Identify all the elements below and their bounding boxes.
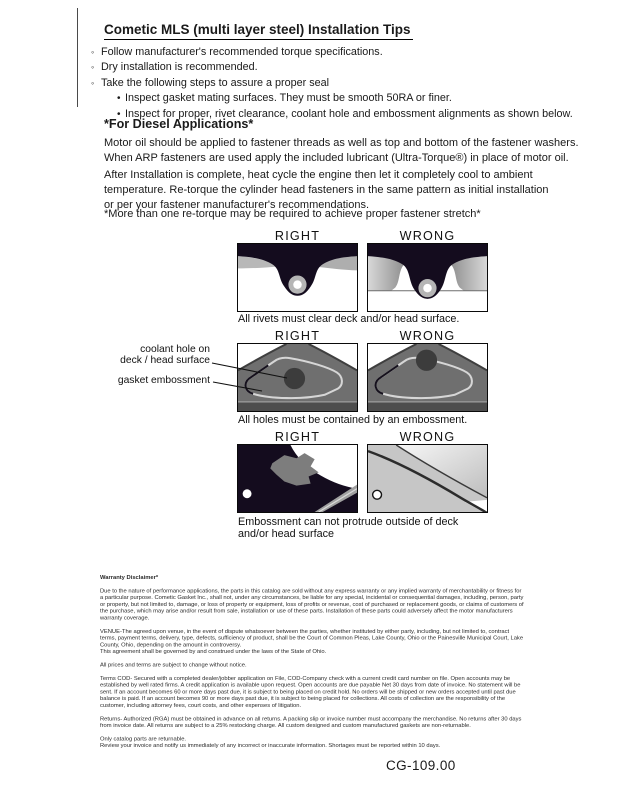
caption-line: and/or head surface [238,527,335,540]
callout-line: coolant hole on [140,344,210,355]
paragraph-line: temperature. Re-torque the cylinder head fasteners in the same pattern as initial installation [104,183,549,196]
disclaimer-paragraph: VENUE-The agreed upon venue, in the event of dispute whatsoever between the parties, whether instituted by either party, including, but not limited to, contract terms, payment terms, delivery, type, defects, sufficiency of product, shall be the Court of Common Pleas, Lake County, Ohio or the Painesville Municipal Court, Lake County, Ohio, depending on the amount in controversy. [100,627,524,648]
right-label: RIGHT [274,329,321,343]
warranty-disclaimer-block [100,574,524,800]
bolt-hole [243,489,252,498]
list-item [117,91,573,106]
tip-text: Dry installation is recommended. [101,61,258,74]
page-code: CG-109.00 [386,758,456,773]
rivet-diagram-right [237,243,358,312]
rivet-diagram-wrong [367,243,488,312]
disclaimer-paragraph: All prices and terms are subject to change without notice. [100,661,247,668]
callout-line: deck / head surface [120,354,210,366]
embossment-right-graphic [238,445,357,512]
tip-text: Inspect for proper, rivet clearance, coolant hole and embossment alignments as shown below. [125,107,573,120]
tip-text: Follow manufacturer's recommended torque specifications. [101,46,383,58]
bullet-icon: ◦ [91,62,95,73]
bolt-hole [373,490,382,499]
sub-bullet-icon: • [117,93,121,105]
disclaimer-paragraph: Returns- Authorized (RGA) must be obtained in advance on all returns. A packing slip or invoice number must accompany the merchandise. No returns after 30 days from invoice date. All returns are subject to a 25% restocking charge. All custom designed and custom manufactured gaskets are non-returnable. [100,715,522,729]
caption-line: Embossment can not protrude outside of deck [238,516,459,528]
paragraph-line: After Installation is complete, heat cycle the engine then let it completely cool to ambient [104,169,533,181]
diesel-paragraph [104,136,579,166]
sub-bullet-icon: • [117,108,121,120]
diagram-caption [238,517,458,540]
right-label: RIGHT [274,229,321,243]
embossment-wrong-graphic [368,445,487,512]
disclaimer-paragraph: Due to the nature of performance applications, the parts in this catalog are sold without any express warranty or any implied warranty of merchantability or fitness for a particular purpose. Cometic Gasket Inc., shall not, under any circumstances, be liable for any special, incidental or consequential damages, including, person, party or property, but not limited to, damage, or loss of property or equipment, loss of profits or revenue, cost of purchased or replacement goods, or claims of customers of the purchase, which may arise and/or result from sale, installation or use of these parts. Installation of these parts could adversely affect the motor manufacturers warranty coverage. [100,587,524,621]
installation-tips-list [91,45,573,122]
paragraph-line: When ARP fasteners are used apply the included lubricant (Ultra-Torque®) in place of motor oil. [104,151,569,164]
list-item [91,76,573,91]
disclaimer-paragraph: This agreement shall be governed by and construed under the laws of the State of Ohio. [100,648,327,655]
list-item [91,60,573,75]
warranty-disclaimer-text [100,574,524,749]
wrong-label: WRONG [399,329,456,343]
bullet-icon: ◦ [91,47,95,57]
diesel-section-heading: *For Diesel Applications* [104,117,254,131]
retorque-note: *More than one re-torque may be required to achieve proper fastener stretch* [104,208,481,220]
disclaimer-paragraph: Review your invoice and notify us immediately of any incorrect or inaccurate information. Shortages must be reported within 10 days. [100,742,441,749]
disclaimer-paragraph: Only catalog parts are returnable. [100,735,187,742]
rivet-right-graphic [238,244,357,311]
paragraph-line: or per your fastener manufacturer's recommendations. [104,198,369,211]
wrong-label: WRONG [399,430,456,444]
page-title: Cometic MLS (multi layer steel) Installation Tips [104,22,413,40]
page-edge-mark [77,8,78,107]
tip-text: Take the following steps to assure a proper seal [101,76,330,89]
disclaimer-paragraph: Terms COD- Secured with a completed dealer/jobber application on File, COD-Company check with a current credit card number on file. Open accounts may be established by well rated firms. A credit application is available upon request. Open accounts are due payable Net 30 days from date of invoice. No statement will be sent. If an account becomes 60 or more days past due, it is subject to being placed on credit hold. No orders will be shipped or new orders accepted until past due balance is paid. If an account becomes 90 or more days past due, it is subject to being placed for collections. All costs of collection are the responsibility of the customer, including attorney fees, court costs, and other expenses of litigation. [100,674,521,709]
embossment-diagram-wrong [367,444,488,513]
list-item [91,45,573,60]
embossment-diagram-right [237,444,358,513]
diesel-paragraph [104,168,549,213]
rivet-wrong-graphic [368,244,487,311]
callout-pointer-lines [0,330,618,425]
wrong-label: WRONG [399,229,456,243]
paragraph-line: Motor oil should be applied to fastener threads as well as top and bottom of the fastener washers. [104,137,579,149]
right-label: RIGHT [274,430,321,444]
bullet-icon: ◦ [91,77,95,88]
gasket-embossment-callout: gasket embossment [117,375,210,386]
tip-text: Inspect gasket mating surfaces. They must be smooth 50RA or finer. [125,92,452,105]
diagram-caption: All rivets must clear deck and/or head surface. [238,313,460,325]
disclaimer-heading: Warranty Disclaimer* [100,574,159,581]
diagram-caption: All holes must be contained by an embossment. [238,414,468,426]
